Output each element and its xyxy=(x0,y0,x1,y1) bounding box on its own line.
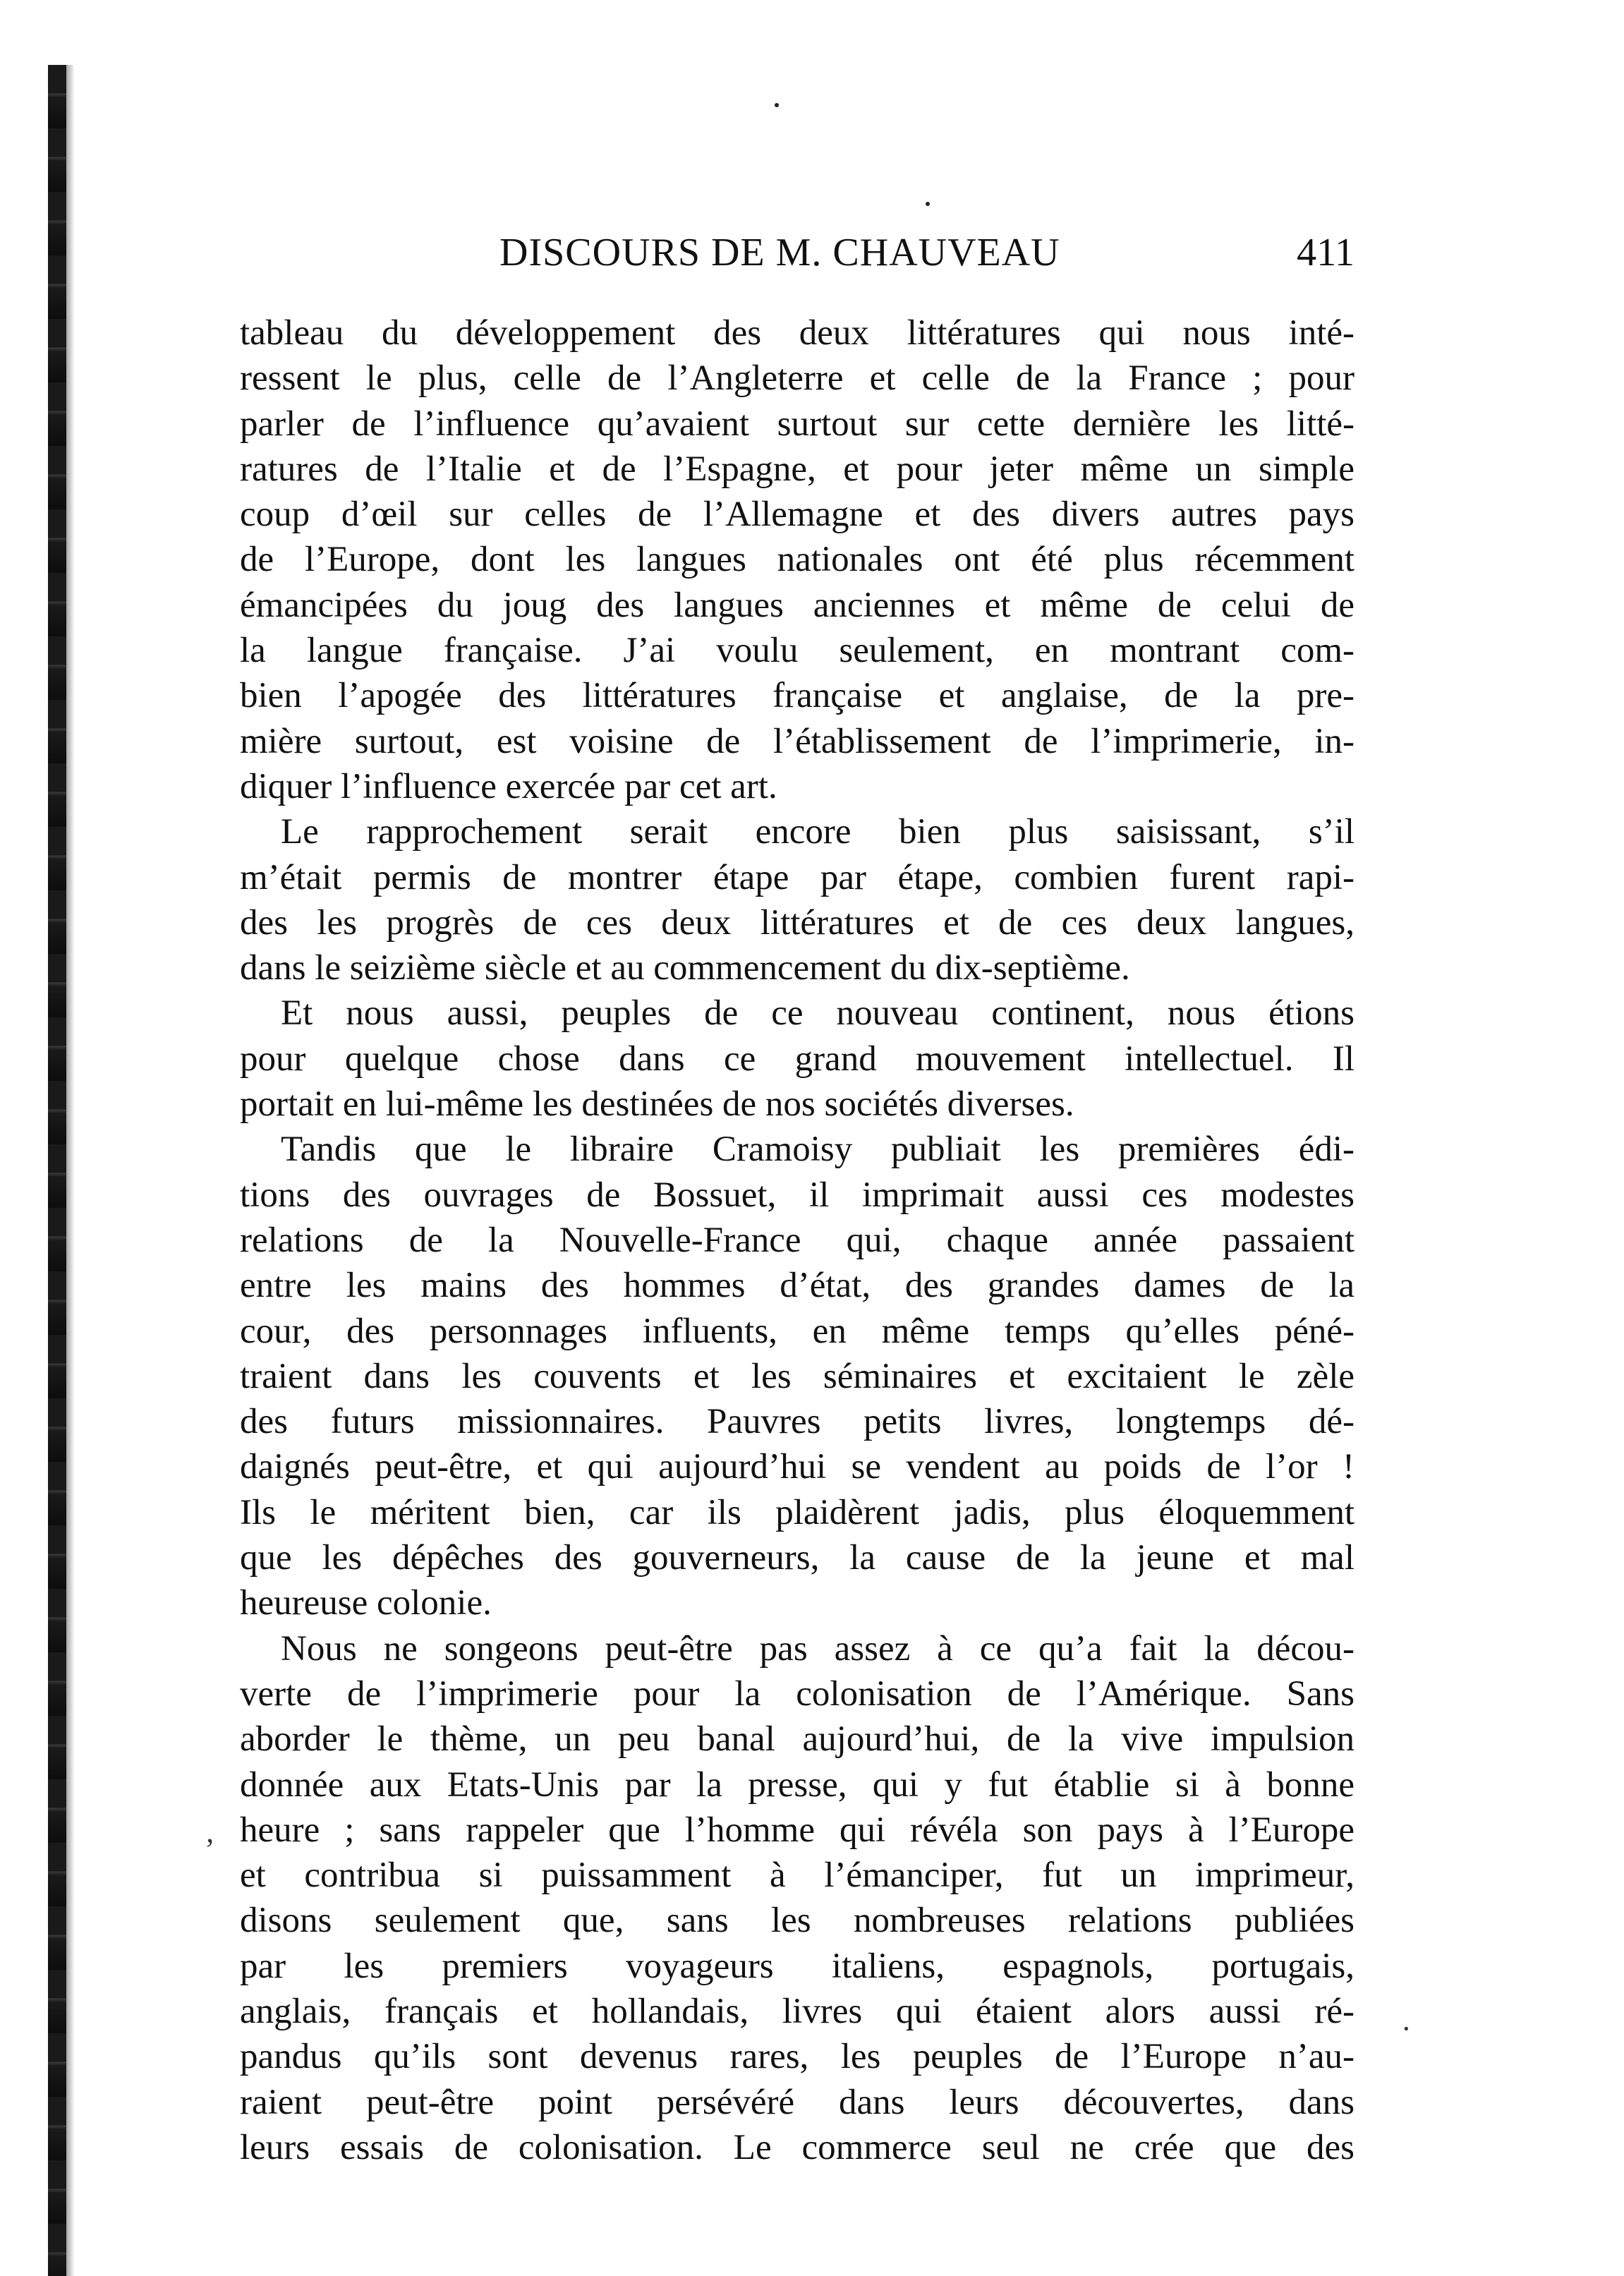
text-line: parler de l’influence qu’avaient surtout sur cette dernière les litté- xyxy=(240,404,1355,444)
text-line: cour, des personnages influents, en même temps qu’elles péné- xyxy=(240,1311,1355,1351)
paragraph xyxy=(240,310,1355,809)
paragraph xyxy=(240,1127,1355,1626)
text-line: m’était permis de montrer étape par étape, combien furent rapi- xyxy=(240,857,1355,897)
body-text xyxy=(240,310,1355,2170)
text-line: ratures de l’Italie et de l’Espagne, et pour jeter même un simple xyxy=(240,449,1355,489)
text-line: et contribua si puissamment à l’émanciper, fut un imprimeur, xyxy=(240,1856,1355,1896)
text-line: daignés peut-être, et qui aujourd’hui se vendent au poids de l’or ! xyxy=(240,1447,1355,1487)
text-line: raient peut-être point persévéré dans leurs découvertes, dans xyxy=(240,2082,1355,2122)
text-line: la langue française. J’ai voulu seulement, en montrant com- xyxy=(240,631,1355,671)
text-line: des les progrès de ces deux littératures et de ces deux langues, xyxy=(240,902,1355,943)
book-binding-edge xyxy=(48,65,66,2276)
text-line: verte de l’imprimerie pour la colonisation de l’Amérique. Sans xyxy=(240,1673,1355,1714)
text-line: Le rapprochement serait encore bien plus saisissant, s’il xyxy=(281,812,1355,852)
paragraph xyxy=(240,809,1355,991)
text-line: leurs essais de colonisation. Le commerce seul ne crée que des xyxy=(240,2127,1355,2167)
binding-shadow xyxy=(66,65,75,2276)
text-line: coup d’œil sur celles de l’Allemagne et des divers autres pays xyxy=(240,495,1355,535)
text-line: des futurs missionnaires. Pauvres petits livres, longtemps dé- xyxy=(240,1402,1355,1442)
text-line: dans le seizième siècle et au commencement du dix-septième. xyxy=(240,948,1130,988)
text-line: donnée aux Etats-Unis par la presse, qui y fut établie si à bonne xyxy=(240,1764,1355,1805)
text-line: tions des ouvrages de Bossuet, il imprimait aussi ces modestes xyxy=(240,1175,1355,1215)
text-line: pour quelque chose dans ce grand mouvement intellectuel. Il xyxy=(240,1039,1355,1079)
text-line: heureuse colonie. xyxy=(240,1583,492,1623)
text-line: bien l’apogée des littératures française et anglaise, de la pre- xyxy=(240,676,1355,716)
text-line: mière surtout, est voisine de l’établissement de l’imprimerie, in- xyxy=(240,721,1355,761)
text-line: diquer l’influence exercée par cet art. xyxy=(240,766,777,806)
text-line: Tandis que le libraire Cramoisy publiait les premières édi- xyxy=(281,1130,1355,1170)
text-line: Et nous aussi, peuples de ce nouveau continent, nous étions xyxy=(281,993,1355,1034)
text-line: émancipées du joug des langues anciennes et même de celui de xyxy=(240,585,1355,625)
text-line: aborder le thème, un peu banal aujourd’hui, de la vive impulsion xyxy=(240,1719,1355,1760)
text-line: ressent le plus, celle de l’Angleterre et celle de la France ; pour xyxy=(240,358,1355,399)
margin-mark: ʼ xyxy=(205,1832,215,1867)
text-line: Ils le méritent bien, car ils plaidèrent jadis, plus éloquemment xyxy=(240,1492,1355,1532)
text-line: pandus qu’ils sont devenus rares, les peuples de l’Europe n’au- xyxy=(240,2037,1355,2077)
text-line: que les dépêches des gouverneurs, la cause de la jeune et mal xyxy=(240,1538,1355,1578)
margin-mark: · xyxy=(1401,2011,1412,2046)
text-line: Nous ne songeons peut-être pas assez à ce qu’a fait la décou- xyxy=(281,1628,1355,1669)
text-line: relations de la Nouvelle-France qui, chaque année passaient xyxy=(240,1220,1355,1260)
paragraph xyxy=(240,1626,1355,2171)
text-line: disons seulement que, sans les nombreuses relations publiées xyxy=(240,1901,1355,1941)
text-line: portait en lui-même les destinées de nos sociétés diverses. xyxy=(240,1084,1074,1125)
running-title: DISCOURS DE M. CHAUVEAU xyxy=(499,231,1060,274)
paragraph xyxy=(240,991,1355,1127)
page-number: 411 xyxy=(1297,231,1355,274)
text-line: de l’Europe, dont les langues nationales ont été plus récemment xyxy=(240,540,1355,580)
page-header xyxy=(240,230,1355,282)
text-line: anglais, français et hollandais, livres qui étaient alors aussi ré- xyxy=(240,1991,1355,2031)
text-line: par les premiers voyageurs italiens, espagnols, portugais, xyxy=(240,1946,1355,1986)
text-line: tableau du développement des deux littératures qui nous inté- xyxy=(240,313,1355,353)
text-line: heure ; sans rappeler que l’homme qui révéla son pays à l’Europe xyxy=(240,1810,1355,1850)
ink-speck xyxy=(775,103,779,107)
text-line: entre les mains des hommes d’état, des grandes dames de la xyxy=(240,1266,1355,1306)
text-line: traient dans les couvents et les séminaires et excitaient le zèle xyxy=(240,1356,1355,1396)
ink-speck xyxy=(926,202,930,206)
